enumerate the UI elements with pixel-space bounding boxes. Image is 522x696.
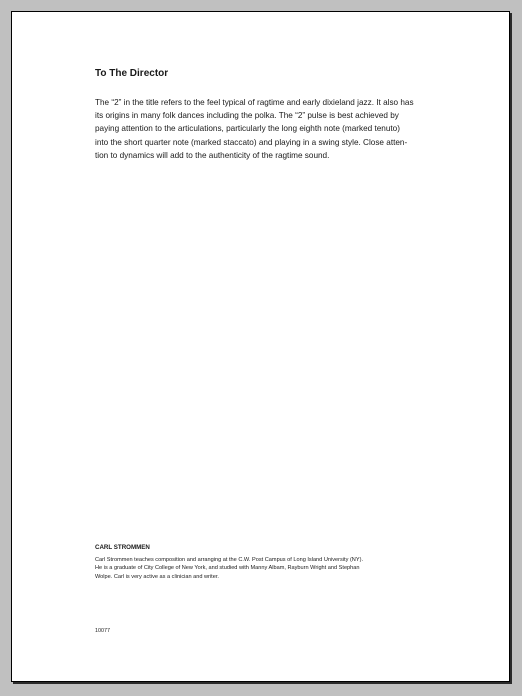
body-line: into the short quarter note (marked staccato) and playing in a swing style. Close atten- xyxy=(95,137,408,147)
page-title: To The Director xyxy=(95,68,169,79)
body-line: The “2” in the title refers to the feel typical of ragtime and early dixieland jazz. It also has xyxy=(95,98,414,107)
author-bio xyxy=(95,556,415,581)
document-page xyxy=(11,11,510,682)
bio-line: Carl Strommen teaches composition and arranging at the C.W. Post Campus of Long Island University (NY). xyxy=(95,557,363,563)
director-notes xyxy=(95,96,445,162)
author-name: CARL STROMMEN xyxy=(95,544,150,551)
bio-line: Wolpe. Carl is very active as a clinician and writer. xyxy=(95,573,219,580)
body-line: its origins in many folk dances including the polka. The “2” pulse is best achieved by xyxy=(95,111,399,121)
body-line: tion to dynamics will add to the authenticity of the ragtime sound. xyxy=(95,150,330,160)
bio-line: He is a graduate of City College of New York, and studied with Manny Albam, Rayburn Wright and Stephan xyxy=(95,565,360,572)
page-number: 10077 xyxy=(95,628,110,634)
body-line: paying attention to the articulations, particularly the long eighth note (marked tenuto) xyxy=(95,124,400,134)
